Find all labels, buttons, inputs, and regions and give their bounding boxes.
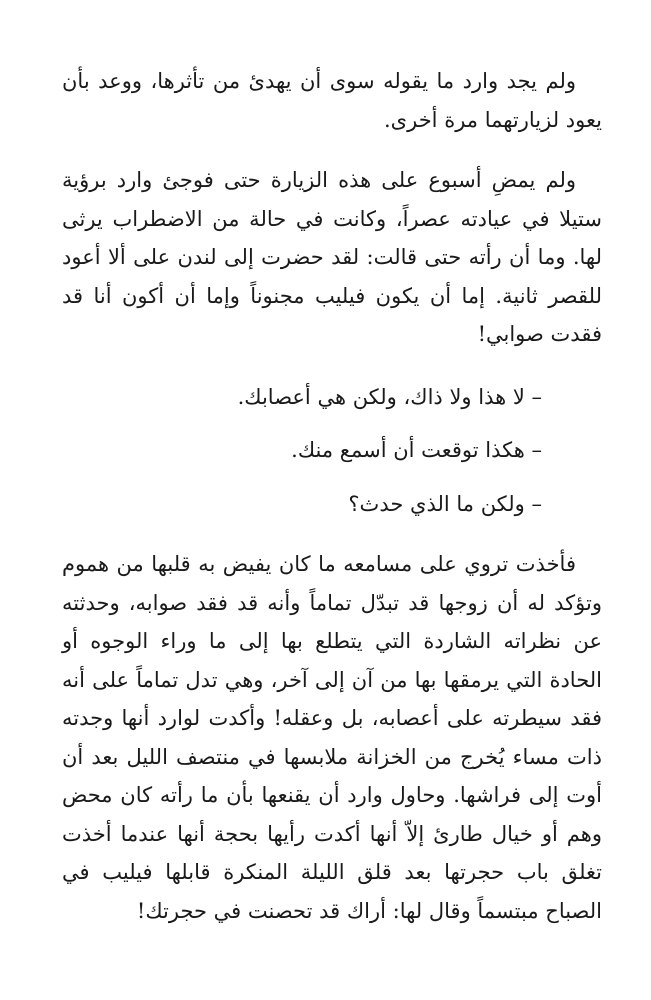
dialogue-line-3: – ولكن ما الذي حدث؟ (348, 491, 542, 516)
paragraph-1: ولم يجد وارد ما يقوله سوى أن يهدئ من تأثرها، ووعد بأن يعود لزيارتهما مرة أخرى. (62, 69, 602, 132)
dialogue-line-2: – هكذا توقعت أن أسمع منك. (291, 438, 542, 462)
dialogue-line-1: – لا هذا ولا ذاك، ولكن هي أعصابك. (237, 384, 542, 409)
paragraph-3: فأخذت تروي على مسامعه ما كان يفيض به قلبها من هموم وتؤكد له أن زوجها قد تبدّل تماماً وأنه قد فقد صوابه، وحدثته عن نظراته الشاردة التي يتطلع بها إلى ما وراء الوجوه أو الحادة التي يرمقها بها من آن إلى آخر، وهي تدل تماماً على أنه فقد سيطرته على أعصابه، بل وعقله! وأكدت لوارد أنها وجدته ذات مساء يُخرج من الخزانة ملابسها في منتصف الليل بعد أن أوت إلى فراشها. وحاول وارد أن يقنعها بأن ما رأته كان محض وهم أو خيال طارئ إلاّ أنها أكدت رأيها بحجة أنها عندما أخذت تغلق باب حجرتها بعد قلق الليلة المنكرة قابلها فيليب في الصباح مبتسماً وقال لها: أراك قد تحصنت في حجرتك! (62, 552, 602, 923)
book-page (62, 62, 602, 930)
paragraph-2: ولم يمضِ أسبوع على هذه الزيارة حتى فوجئ وارد برؤية ستيلا في عيادته عصراً، وكانت في حالة من الاضطراب يرثى لها. وما أن رأته حتى قالت: لقد حضرت إلى لندن على ألا أعود للقصر ثانية. إما أن يكون فيليب مجنوناً وإما أن أكون أنا قد فقدت صوابي! (62, 168, 602, 346)
